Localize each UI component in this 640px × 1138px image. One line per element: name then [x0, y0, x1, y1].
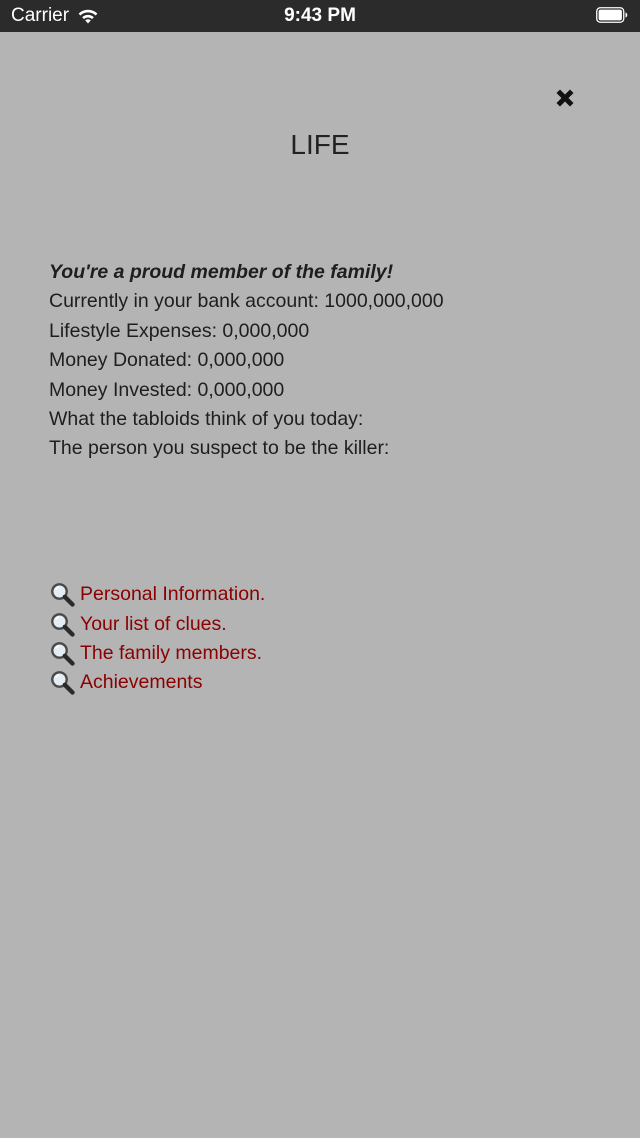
close-button[interactable] [549, 82, 581, 114]
bank-account-line: Currently in your bank account: 1000,000,000 [49, 290, 444, 313]
family-members-link[interactable] [49, 639, 449, 668]
close-icon [553, 86, 577, 110]
link-label: Achievements [80, 671, 203, 694]
status-time: 9:43 PM [284, 5, 356, 26]
magnifier-icon [49, 669, 76, 696]
lifestyle-expenses-line: Lifestyle Expenses: 0,000,000 [49, 319, 310, 342]
personal-information-link[interactable] [49, 580, 449, 609]
money-invested-line: Money Invested: 0,000,000 [49, 378, 285, 401]
info-block [49, 258, 609, 464]
magnifier-icon [49, 611, 76, 638]
status-bar [0, 0, 640, 32]
carrier-label: Carrier [11, 5, 70, 26]
tabloids-line: What the tabloids think of you today: [49, 407, 364, 430]
money-donated-line: Money Donated: 0,000,000 [49, 349, 285, 372]
clues-link[interactable] [49, 609, 449, 638]
suspect-line: The person you suspect to be the killer: [49, 437, 390, 460]
link-label: Personal Information. [80, 583, 266, 606]
family-tagline: You're a proud member of the family! [49, 261, 394, 283]
battery-icon [596, 7, 628, 23]
menu-links [49, 580, 449, 698]
link-label: The family members. [80, 641, 263, 664]
magnifier-icon [49, 581, 76, 608]
link-label: Your list of clues. [80, 612, 227, 635]
achievements-link[interactable] [49, 668, 449, 697]
page-title: LIFE [290, 129, 350, 160]
magnifier-icon [49, 640, 76, 667]
